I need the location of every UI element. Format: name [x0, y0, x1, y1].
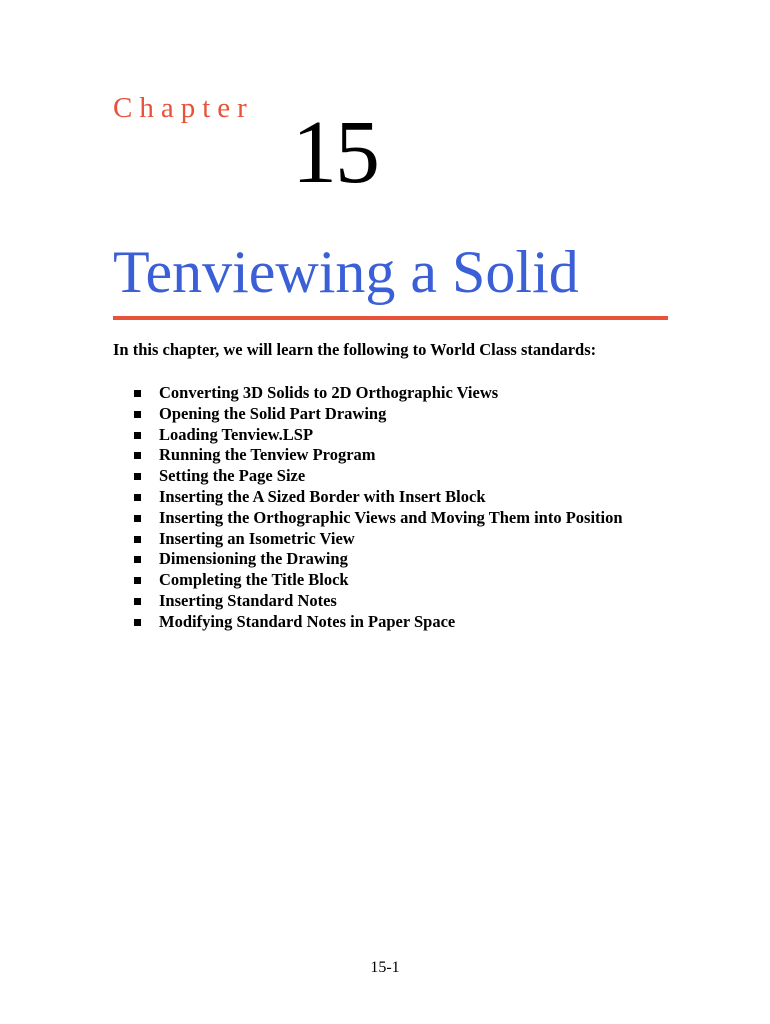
- chapter-title: Tenviewing a Solid: [113, 239, 579, 305]
- square-bullet-icon: [134, 536, 141, 543]
- square-bullet-icon: [134, 619, 141, 626]
- list-item: [132, 466, 623, 487]
- list-item: [132, 591, 623, 612]
- list-item: [132, 549, 623, 570]
- list-item-label: Completing the Title Block: [159, 570, 349, 590]
- page-number: 15-1: [370, 959, 400, 976]
- list-item: [132, 425, 623, 446]
- square-bullet-icon: [134, 432, 141, 439]
- list-item-label: Setting the Page Size: [159, 466, 306, 486]
- square-bullet-icon: [134, 390, 141, 397]
- chapter-intro: In this chapter, we will learn the following to World Class standards:: [113, 340, 597, 359]
- list-item: [132, 445, 623, 466]
- list-item-label: Opening the Solid Part Drawing: [159, 403, 387, 423]
- square-bullet-icon: [134, 556, 141, 563]
- list-item-label: Loading Tenview.LSP: [159, 424, 314, 444]
- list-item: [132, 487, 623, 508]
- list-item: [132, 383, 623, 404]
- topic-list: [132, 383, 623, 633]
- list-item-label: Modifying Standard Notes in Paper Space: [159, 611, 456, 631]
- title-divider: [113, 316, 668, 320]
- chapter-number: 15: [292, 103, 378, 202]
- chapter-label: Chapter: [113, 92, 254, 124]
- list-item: [132, 404, 623, 425]
- list-item: [132, 612, 623, 633]
- square-bullet-icon: [134, 515, 141, 522]
- square-bullet-icon: [134, 577, 141, 584]
- list-item-label: Inserting Standard Notes: [159, 590, 337, 610]
- square-bullet-icon: [134, 473, 141, 480]
- list-item-label: Inserting the Orthographic Views and Moving Them into Position: [159, 507, 623, 527]
- list-item-label: Dimensioning the Drawing: [159, 549, 348, 569]
- square-bullet-icon: [134, 411, 141, 418]
- list-item-label: Running the Tenview Program: [159, 445, 376, 465]
- list-item-label: Inserting an Isometric View: [159, 528, 355, 548]
- list-item: [132, 508, 623, 529]
- list-item: [132, 529, 623, 550]
- square-bullet-icon: [134, 598, 141, 605]
- list-item-label: Inserting the A Sized Border with Insert Block: [159, 486, 486, 506]
- list-item-label: Converting 3D Solids to 2D Orthographic Views: [159, 383, 499, 402]
- square-bullet-icon: [134, 494, 141, 501]
- square-bullet-icon: [134, 452, 141, 459]
- list-item: [132, 570, 623, 591]
